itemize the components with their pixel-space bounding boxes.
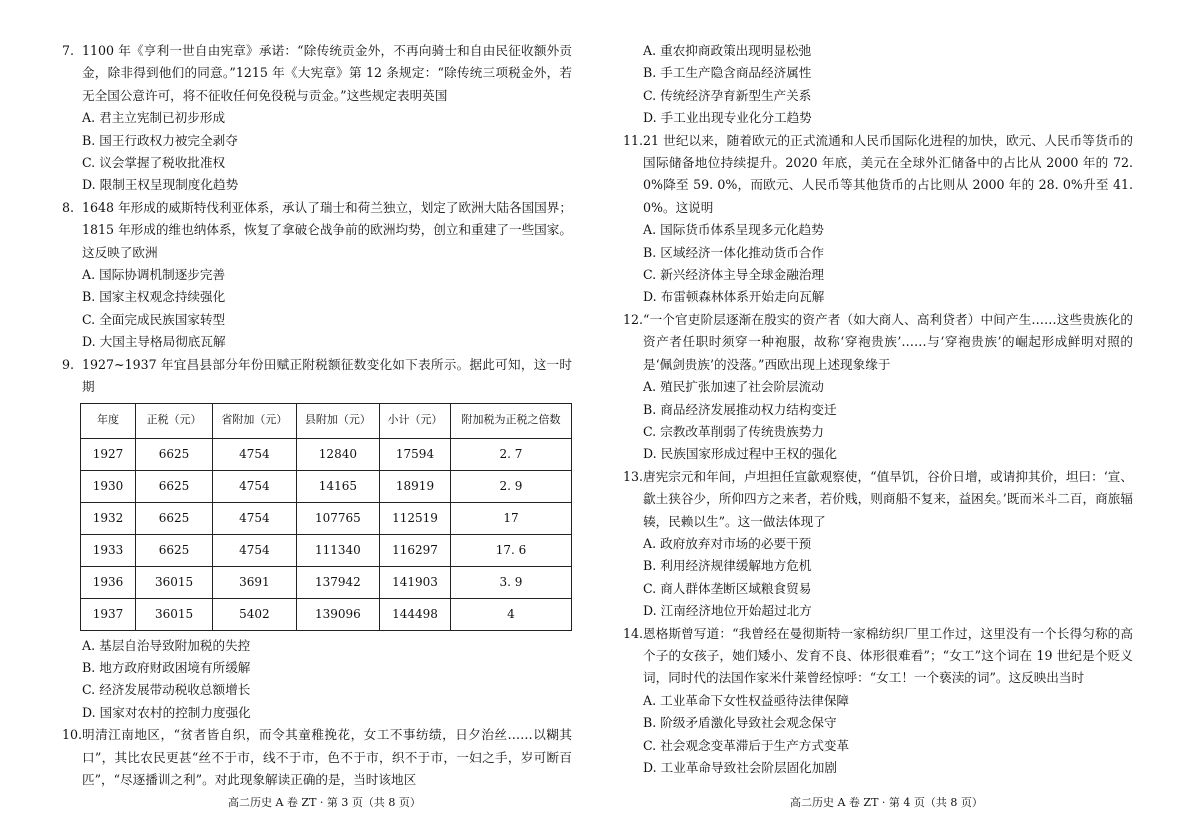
table-row (81, 438, 572, 470)
table-cell: 112519 (380, 502, 451, 534)
option-c[interactable]: C. 传统经济孕育新型生产关系 (643, 87, 812, 103)
table-cell: 5402 (213, 598, 297, 630)
table-cell: 2. 7 (450, 438, 571, 470)
option-d[interactable]: D. 大国主导格局彻底瓦解 (82, 334, 226, 350)
table-cell: 6625 (136, 470, 213, 502)
option-c[interactable]: C. 宗教改革削弱了传统贵族势力 (643, 423, 824, 439)
question-stem: “一个官吏阶层逐渐在殷实的资产者（如大商人、高利贷者）中间产生……这些贵族化的资产者任职时须穿一种袍服，故称‘穿袍贵族’……与‘穿袍贵族’的崛起形成鲜明对照的是‘佩剑贵族’的没落。”西欧出现上述现象缘于 (643, 311, 1133, 372)
option-d[interactable]: D. 国家对农村的控制力度强化 (82, 704, 251, 720)
question-7 (62, 40, 572, 107)
question-number: 7. (62, 43, 75, 58)
question-13 (623, 466, 1133, 533)
table-cell: 6625 (136, 438, 213, 470)
option-a[interactable]: A. 工业革命下女性权益亟待法律保障 (643, 692, 850, 708)
option-c[interactable]: C. 商人群体垄断区域粮食贸易 (643, 580, 812, 596)
option-c[interactable]: C. 经济发展带动税收总额增长 (82, 682, 251, 698)
question-number: 10. (62, 727, 83, 743)
left-column (62, 40, 572, 791)
column-header: 小计（元） (380, 403, 451, 438)
question-number: 9. (62, 356, 75, 372)
table-cell: 12840 (296, 438, 379, 470)
option-b[interactable]: B. 国家主权观念持续强化 (82, 289, 226, 305)
page-footer-left: 高二历史 A 卷 ZT · 第 3 页（共 8 页） (228, 796, 421, 809)
question-8 (62, 197, 572, 264)
table-cell: 1932 (81, 502, 136, 534)
table-cell: 1927 (81, 438, 136, 470)
table-cell: 3691 (213, 566, 297, 598)
option-a[interactable]: A. 重农抑商政策出现明显松弛 (643, 43, 812, 58)
table-cell: 4754 (213, 438, 297, 470)
question-stem: 1927~1937 年宜昌县部分年份田赋正附税额征数变化如下表所示。据此可知，这一时期 (82, 356, 572, 395)
option-a[interactable]: A. 政府放弃对市场的必要干预 (643, 535, 812, 551)
table-cell: 3. 9 (450, 566, 571, 598)
table-cell: 1936 (81, 566, 136, 598)
table-row (81, 502, 572, 534)
table-cell: 4 (450, 598, 571, 630)
table-cell: 14165 (296, 470, 379, 502)
option-d[interactable]: D. 手工业出现专业化分工趋势 (643, 110, 812, 126)
option-a[interactable]: A. 基层自治导致附加税的失控 (82, 637, 251, 653)
option-c[interactable]: C. 社会观念变革滞后于生产方式变革 (643, 737, 850, 753)
option-b[interactable]: B. 商品经济发展推动权力结构变迁 (643, 401, 837, 417)
table-cell: 18919 (380, 470, 451, 502)
table-cell: 2. 9 (450, 470, 571, 502)
question-12 (623, 309, 1133, 376)
option-d[interactable]: D. 布雷顿森林体系开始走向瓦解 (643, 289, 825, 305)
table-cell: 1933 (81, 534, 136, 566)
table-cell: 17 (450, 502, 571, 534)
table-cell: 6625 (136, 534, 213, 566)
option-c[interactable]: C. 新兴经济体主导全球金融治理 (643, 267, 824, 283)
table-cell: 144498 (380, 598, 451, 630)
question-number: 12. (623, 311, 644, 327)
page-footer-right: 高二历史 A 卷 ZT · 第 4 页（共 8 页） (790, 796, 983, 809)
option-b[interactable]: B. 区域经济一体化推动货币合作 (643, 244, 824, 260)
question-stem: 唐宪宗元和年间，卢坦担任宣歙观察使，“值旱饥，谷价日增，或请抑其价，坦曰：‘宣、歙土狭谷少，所仰四方之来者，若价贱，则商船不复来，益困矣。’既而米斗二百，商旅辐辏，民赖以生”。这一做法体现了 (643, 468, 1133, 529)
table-cell: 139096 (296, 598, 379, 630)
option-b[interactable]: B. 利用经济规律缓解地方危机 (643, 558, 812, 574)
table-cell: 4754 (213, 470, 297, 502)
option-c[interactable]: C. 议会掌握了税收批准权 (82, 155, 226, 171)
option-a[interactable]: A. 君主立宪制已初步形成 (82, 110, 226, 126)
option-b[interactable]: B. 阶级矛盾激化导致社会观念保守 (643, 715, 837, 731)
right-column (623, 40, 1133, 779)
table-cell: 17594 (380, 438, 451, 470)
option-a[interactable]: A. 殖民扩张加速了社会阶层流动 (643, 379, 824, 395)
table-cell: 36015 (136, 598, 213, 630)
question-14 (623, 623, 1133, 690)
tax-table (80, 403, 572, 631)
table-cell: 107765 (296, 502, 379, 534)
question-stem: 21 世纪以来，随着欧元的正式流通和人民币国际化进程的加快，欧元、人民币等货币的国际储备地位持续提升。2020 年底，美元在全球外汇储备中的占比从 2000 年的 72. 0%降至 59. 0%，而欧元、人民币等其他货币的占比则从 2000 年的 28. 0%升至 41. 0%。这说明 (643, 132, 1133, 215)
question-number: 11. (623, 132, 644, 148)
table-cell: 1937 (81, 598, 136, 630)
option-c[interactable]: C. 全面完成民族国家转型 (82, 311, 226, 327)
question-stem: 1648 年形成的威斯特伐利亚体系，承认了瑞士和荷兰独立，划定了欧洲大陆各国国界；1815 年形成的维也纳体系，恢复了拿破仑战争前的欧洲均势，创立和重建了一些国家。这反映了欧洲 (82, 199, 572, 260)
table-cell: 36015 (136, 566, 213, 598)
table-cell: 137942 (296, 566, 379, 598)
table-cell: 141903 (380, 566, 451, 598)
table-row (81, 598, 572, 630)
question-number: 8. (62, 199, 75, 215)
option-a[interactable]: A. 国际货币体系呈现多元化趋势 (643, 222, 824, 238)
table-row (81, 470, 572, 502)
table-row (81, 566, 572, 598)
option-a[interactable]: A. 国际协调机制逐步完善 (82, 267, 226, 283)
option-b[interactable]: B. 地方政府财政困境有所缓解 (82, 659, 251, 675)
column-header: 年度 (81, 403, 136, 438)
table-header-row (81, 403, 572, 438)
option-b[interactable]: B. 手工生产隐含商品经济属性 (643, 65, 812, 81)
question-number: 13. (623, 468, 644, 484)
question-stem: 1100 年《亨利一世自由宪章》承诺：“除传统贡金外，不再向骑士和自由民征收额外贡金，除非得到他们的同意。”1215 年《大宪章》第 12 条规定：“除传统三项税金外，若无全国公意许可，将不征收任何免役税与贡金。”这些规定表明英国 (82, 43, 572, 103)
question-10 (62, 724, 572, 791)
option-d[interactable]: D. 民族国家形成过程中王权的强化 (643, 446, 837, 462)
question-11 (623, 130, 1133, 220)
table-cell: 4754 (213, 502, 297, 534)
question-number: 14. (623, 625, 644, 641)
option-d[interactable]: D. 限制王权呈现制度化趋势 (82, 177, 239, 193)
option-d[interactable]: D. 江南经济地位开始超过北方 (643, 603, 812, 619)
column-header: 县附加（元） (296, 403, 379, 438)
question-stem: 明清江南地区，“贫者皆自织，而令其童稚挽花，女工不事纺绩，日夕治丝……以糊其口”，其比农民更甚“丝不于市，线不于市，色不于市，织不于市，一妇之手，岁可断百匹”，“尽逐播训之利”。对此现象解读正确的是，当时该地区 (82, 727, 572, 787)
table-cell: 6625 (136, 502, 213, 534)
column-header: 正税（元） (136, 403, 213, 438)
column-header: 省附加（元） (213, 403, 297, 438)
option-b[interactable]: B. 国王行政权力被完全剥夺 (82, 132, 238, 148)
table-cell: 1930 (81, 470, 136, 502)
table-row (81, 534, 572, 566)
question-9 (62, 354, 572, 399)
table-cell: 116297 (380, 534, 451, 566)
table-cell: 111340 (296, 534, 379, 566)
column-header: 附加税为正税之倍数 (450, 403, 571, 438)
table-cell: 17. 6 (450, 534, 571, 566)
table-cell: 4754 (213, 534, 297, 566)
question-stem: 恩格斯曾写道：“我曾经在曼彻斯特一家棉纺织厂里工作过，这里没有一个长得匀称的高个子的女孩子，她们矮小、发育不良、体形很难看”；“女工”这个词在 19 世纪是个贬义词，同时代的法国作家米什莱曾经惊呼：“女工！一个亵渎的词”。这反映出当时 (643, 625, 1133, 686)
option-d[interactable]: D. 工业革命导致社会阶层固化加剧 (643, 760, 837, 775)
